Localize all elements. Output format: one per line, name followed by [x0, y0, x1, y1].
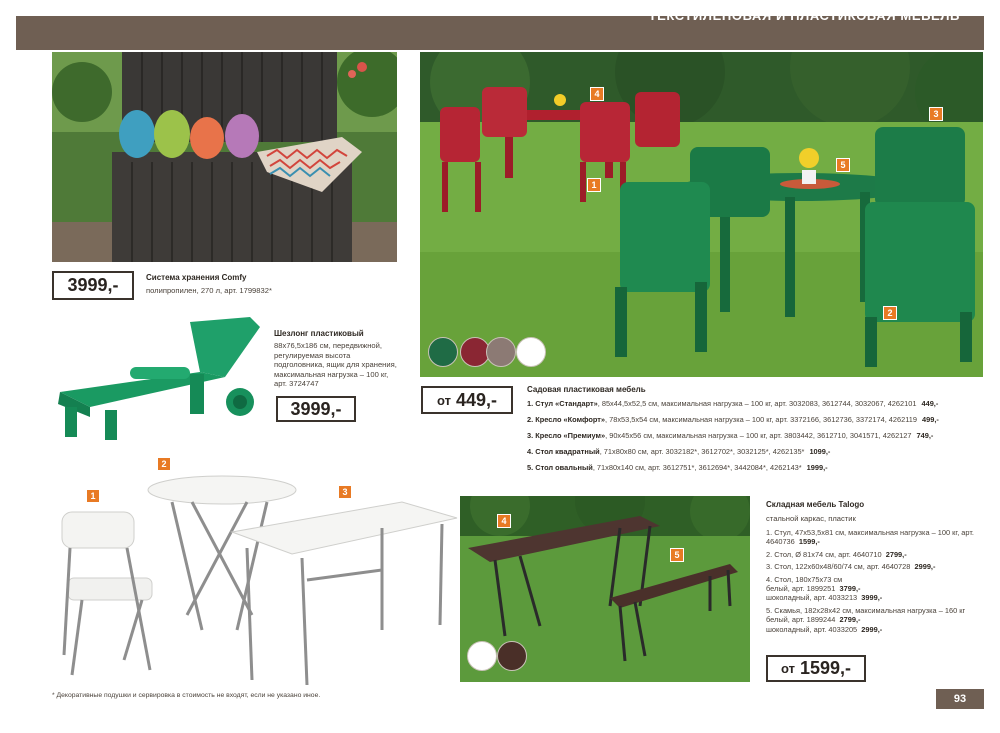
spec-num: 2.: [527, 415, 534, 424]
talogo-price-prefix: от: [780, 661, 795, 676]
garden-spec-row: [527, 444, 977, 460]
talogo-spec-row: [766, 562, 980, 571]
spec-price: 1599,-: [798, 537, 820, 547]
garden-price: [421, 386, 513, 414]
lounger-desc: 88x76,5x186 см, передвижной, регулируемая высота подголовника, ящик для хранения, максимальная нагрузка – 100 кг, арт. 3724747: [274, 341, 397, 389]
spec-price: 499,-: [922, 415, 939, 424]
garden-furniture-photo: [420, 52, 983, 377]
color-swatch-green: [428, 337, 458, 367]
variant-price: 3799,-: [839, 584, 861, 594]
spec-price: 749,-: [916, 431, 934, 440]
talogo-badge-5: 5: [670, 548, 684, 562]
spec-details: , 85x44,5x52,5 см, максимальная нагрузка – 100 кг, арт. 3032083, 3612744, 3032067, 4262101: [597, 399, 917, 408]
talogo-price: [766, 655, 866, 682]
spec-num: 3.: [527, 431, 534, 440]
garden-spec-row: [527, 412, 977, 428]
page-number: 93: [936, 689, 984, 709]
spec-name: Кресло «Премиум»: [535, 431, 606, 440]
storage-title: Система хранения Comfy: [146, 273, 247, 282]
talogo-price-value: 1599,-: [799, 658, 852, 678]
lounger-photo: [50, 312, 265, 447]
variant-price: 2999,-: [861, 624, 883, 634]
garden-title: Садовая пластиковая мебель: [527, 385, 646, 394]
talogo-spec-row: [766, 575, 980, 584]
talogo-title: Складная мебель Talogo: [766, 500, 865, 509]
spec-line: 5. Скамья, 182x28x42 см, максимальная нагрузка – 160 кг: [766, 605, 966, 615]
garden-price-value: 449,-: [455, 389, 497, 410]
spec-price: 2799,-: [885, 549, 907, 559]
garden-spec-row: [527, 428, 977, 444]
spec-price: 449,-: [921, 399, 939, 408]
talogo-spec-row: [766, 606, 980, 615]
lounger-price: 3999,-: [276, 396, 356, 422]
spec-details: , 71x80x80 см, арт. 3032182*, 3612702*, 3032125*, 4262135*: [599, 447, 805, 456]
lounger-title: Шезлонг пластиковый: [274, 329, 364, 338]
variant-price: 2799,-: [839, 615, 861, 625]
storage-price: 3999,-: [52, 271, 134, 300]
variant-text: белый, арт. 1899251: [766, 584, 836, 594]
garden-spec-row: [527, 396, 977, 412]
spec-price: 2999,-: [914, 562, 936, 572]
spec-price: 1099,-: [809, 447, 831, 456]
section-title: ТЕКСТИЛЕНОВАЯ И ПЛАСТИКОВАЯ МЕБЕЛЬ: [648, 8, 960, 23]
spec-line: 3. Стол, 122x60x48/60/74 см, арт. 4640728: [766, 562, 911, 572]
talogo-subtitle: стальной каркас, пластик: [766, 514, 856, 523]
talogo-spec-row: [766, 550, 980, 559]
garden-badge-4: 4: [590, 87, 604, 101]
spec-price: 1999,-: [806, 463, 828, 472]
garden-badge-3: 3: [929, 107, 943, 121]
spec-num: 4.: [527, 447, 534, 456]
storage-desc: полипропилен, 270 л, арт. 1799832*: [146, 286, 272, 295]
spec-num: 1.: [527, 399, 534, 408]
spec-line: 1. Стул, 47x53,5x81 см, максимальная нагрузка – 100 кг, арт. 4640736: [766, 528, 974, 547]
spec-details: , 71x80x140 см, арт. 3612751*, 3612694*, 3442084*, 4262143*: [592, 463, 802, 472]
white-badge-3: 3: [338, 485, 352, 499]
garden-spec-list: [527, 396, 977, 476]
talogo-spec-variant: [766, 584, 980, 593]
talogo-swatch-chocolate: [497, 641, 527, 671]
garden-price-prefix: от: [436, 392, 451, 408]
spec-name: Стол овальный: [535, 463, 593, 472]
variant-price: 3999,-: [861, 593, 883, 603]
white-badge-1: 1: [86, 489, 100, 503]
talogo-spec-row: [766, 528, 980, 547]
spec-details: , 78x53,5x54 см, максимальная нагрузка – 100 кг, арт. 3372166, 3612736, 3372174, 4262119: [605, 415, 918, 424]
talogo-swatch-white: [467, 641, 497, 671]
spec-num: 5.: [527, 463, 534, 472]
garden-badge-1: 1: [587, 178, 601, 192]
garden-badge-2: 2: [883, 306, 897, 320]
spec-line: 4. Стол, 180x75x73 см: [766, 574, 843, 584]
spec-name: Стол квадратный: [535, 447, 600, 456]
talogo-badge-4: 4: [497, 514, 511, 528]
talogo-spec-list: [766, 528, 980, 634]
spec-name: Кресло «Комфорт»: [535, 415, 605, 424]
talogo-spec-variant: [766, 615, 980, 624]
garden-badge-5: 5: [836, 158, 850, 172]
variant-text: шоколадный, арт. 4033213: [766, 593, 858, 603]
spec-name: Стул «Стандарт»: [535, 399, 598, 408]
footnote: * Декоративные подушки и сервировка в стоимость не входят, если не указано иное.: [52, 692, 321, 699]
color-swatch-brown: [486, 337, 516, 367]
talogo-spec-variant: [766, 625, 980, 634]
talogo-spec-variant: [766, 593, 980, 602]
storage-box-photo: [52, 52, 397, 262]
garden-spec-row: [527, 460, 977, 476]
spec-line: 2. Стол, Ø 81x74 см, арт. 4640710: [766, 549, 882, 559]
color-swatch-white: [516, 337, 546, 367]
spec-details: , 90x45x56 см, максимальная нагрузка – 100 кг, арт. 3803442, 3612710, 3041571, 4262127: [605, 431, 912, 440]
variant-text: белый, арт. 1899244: [766, 615, 836, 625]
white-folding-furniture-photo: [52, 460, 462, 690]
white-badge-2: 2: [157, 457, 171, 471]
variant-text: шоколадный, арт. 4033205: [766, 624, 858, 634]
